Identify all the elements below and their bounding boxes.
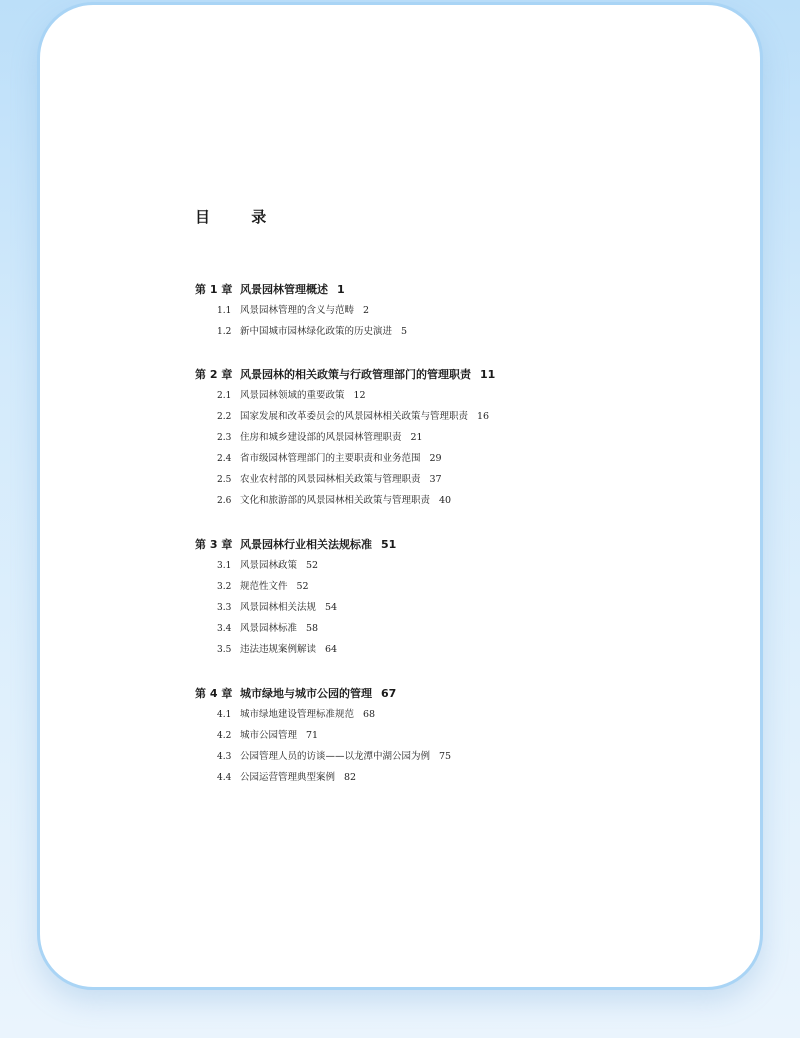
section-title: 住房和城乡建设部的风景园林管理职责 [240,432,402,443]
section-number: 4.1 [217,710,232,720]
section-page: 64 [325,644,338,655]
section-entry[interactable] [217,620,318,638]
section-number: 1.1 [217,306,232,316]
section-number: 3.2 [217,582,232,592]
section-page: 52 [296,581,309,592]
section-page: 37 [429,474,442,485]
section-entry[interactable] [217,387,366,405]
section-title: 公园管理人员的访谈——以龙潭中湖公园为例 [240,751,431,762]
section-title: 公园运营管理典型案例 [240,772,336,783]
section-number: 2.6 [217,496,232,506]
section-number: 1.2 [217,327,232,337]
section-entry[interactable] [217,323,407,341]
section-entry[interactable] [217,408,489,426]
section-number: 2.2 [217,412,232,422]
section-number: 2.5 [217,475,232,485]
chapter-page: 67 [381,687,397,700]
section-entry[interactable] [217,429,423,447]
section-page: 21 [410,432,423,443]
section-page: 58 [306,623,319,634]
section-page: 5 [401,326,408,337]
section-number: 3.5 [217,645,232,655]
section-title: 风景园林管理的含义与范畴 [240,305,355,316]
chapter-page: 51 [381,538,397,551]
section-title: 农业农村部的风景园林相关政策与管理职责 [240,474,421,485]
section-page: 29 [429,453,442,464]
section-title: 风景园林领域的重要政策 [240,390,345,401]
section-number: 2.1 [217,391,232,401]
section-page: 71 [306,730,319,741]
section-title: 风景园林标准 [240,623,298,634]
section-number: 4.4 [217,773,232,783]
section-title: 国家发展和改革委员会的风景园林相关政策与管理职责 [240,411,469,422]
chapter-page: 11 [480,368,496,381]
chapter-title: 风景园林的相关政策与行政管理部门的管理职责 [240,368,471,381]
chapter-page: 1 [337,283,345,296]
chapter-heading[interactable] [195,536,396,554]
chapter-number: 第 4 章 [195,687,233,700]
section-entry[interactable] [217,641,337,659]
section-number: 3.4 [217,624,232,634]
section-title: 文化和旅游部的风景园林相关政策与管理职责 [240,495,431,506]
section-entry[interactable] [217,769,356,787]
section-entry[interactable] [217,599,337,617]
section-page: 40 [439,495,452,506]
section-page: 12 [353,390,366,401]
chapter-title: 风景园林管理概述 [240,283,328,296]
section-entry[interactable] [217,557,318,575]
section-entry[interactable] [217,727,318,745]
section-entry[interactable] [217,450,442,468]
chapter-number: 第 2 章 [195,368,233,381]
section-title: 违法违规案例解读 [240,644,317,655]
section-page: 54 [325,602,338,613]
section-number: 4.2 [217,731,232,741]
section-number: 3.3 [217,603,232,613]
section-title: 城市绿地建设管理标准规范 [240,709,355,720]
section-page: 2 [363,305,370,316]
chapter-title: 城市绿地与城市公园的管理 [240,687,372,700]
section-entry[interactable] [217,471,442,489]
section-title: 风景园林政策 [240,560,298,571]
section-page: 68 [363,709,376,720]
section-entry[interactable] [217,302,369,320]
chapter-number: 第 1 章 [195,283,233,296]
section-entry[interactable] [217,748,451,766]
section-number: 4.3 [217,752,232,762]
chapter-heading[interactable] [195,281,345,299]
section-entry[interactable] [217,578,309,596]
chapter-title: 风景园林行业相关法规标准 [240,538,372,551]
section-page: 82 [344,772,357,783]
section-title: 省市级园林管理部门的主要职责和业务范围 [240,453,421,464]
toc-heading: 目 录 [195,208,285,226]
section-title: 规范性文件 [240,581,288,592]
section-number: 3.1 [217,561,232,571]
chapter-heading[interactable] [195,366,495,384]
chapter-number: 第 3 章 [195,538,233,551]
section-title: 风景园林相关法规 [240,602,317,613]
section-entry[interactable] [217,492,451,510]
section-title: 城市公园管理 [240,730,298,741]
section-number: 2.4 [217,454,232,464]
section-number: 2.3 [217,433,232,443]
section-entry[interactable] [217,706,375,724]
section-page: 16 [477,411,490,422]
section-title: 新中国城市园林绿化政策的历史演进 [240,326,393,337]
section-page: 75 [439,751,452,762]
section-page: 52 [306,560,319,571]
chapter-heading[interactable] [195,685,396,703]
